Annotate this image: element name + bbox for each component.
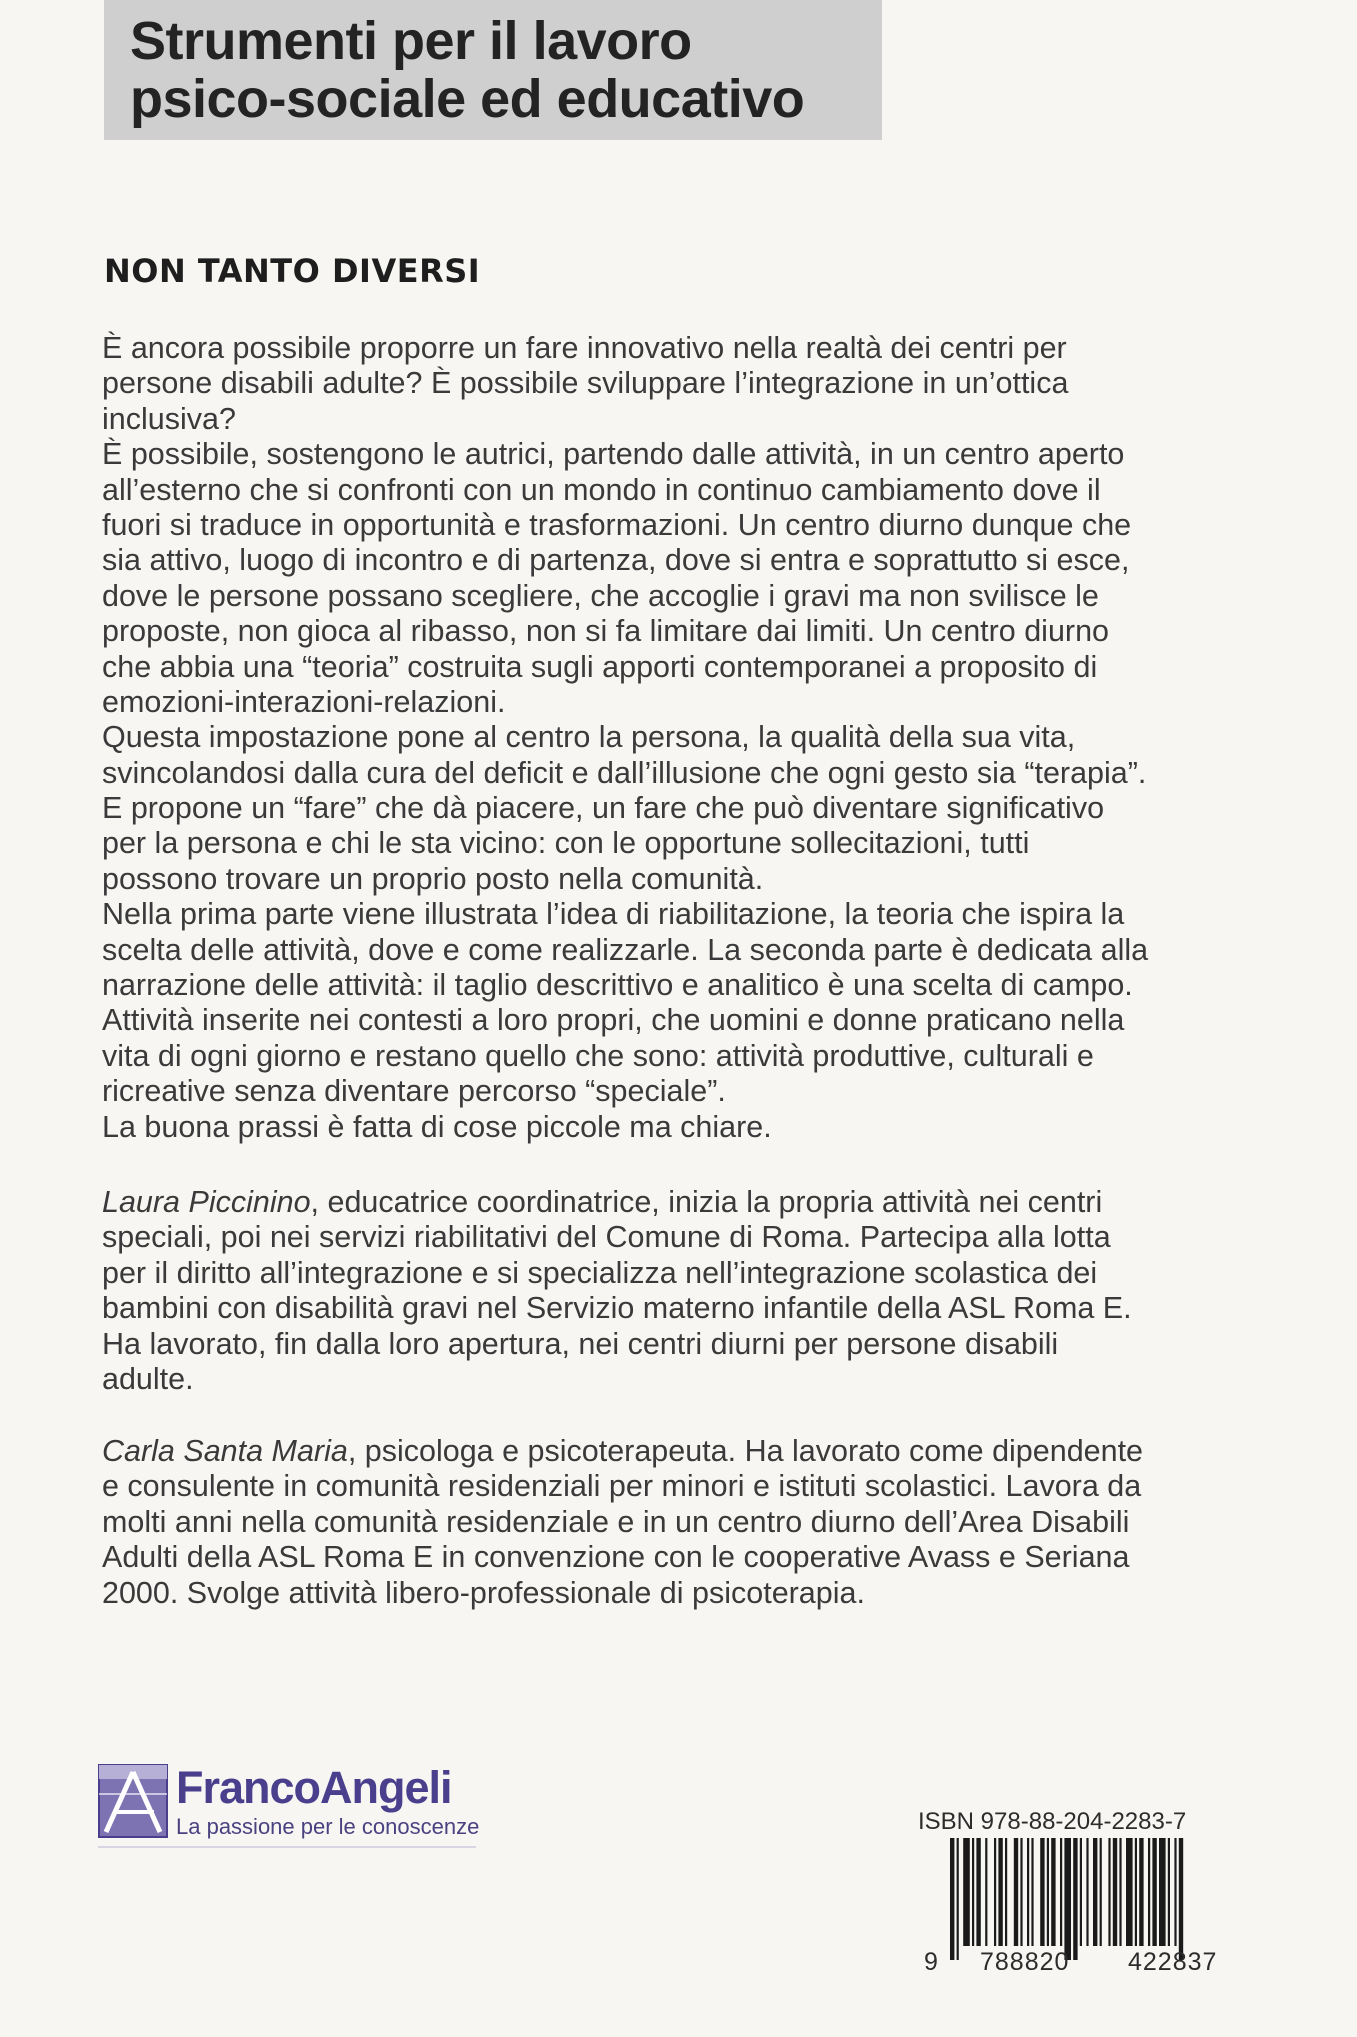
author-name-2: Carla Santa Maria bbox=[102, 1434, 348, 1468]
barcode-bar bbox=[972, 1838, 974, 1946]
barcode-bar bbox=[1179, 1838, 1183, 1960]
author-bio-1-line: per il diritto all’integrazione e si specializza nell’integrazione scolastica dei bbox=[102, 1255, 1098, 1290]
barcode-bar bbox=[1014, 1838, 1018, 1946]
barcode-bar bbox=[976, 1838, 980, 1946]
barcode-bar bbox=[998, 1838, 1002, 1946]
barcode-bar bbox=[963, 1838, 970, 1946]
author-bio-1-line: Ha lavorato, fin dalla loro apertura, nei centri diurni per persone disabili bbox=[102, 1326, 1059, 1361]
barcode-bar bbox=[1108, 1838, 1110, 1946]
author-bio-1-line: bambini con disabilità gravi nel Servizio materno infantile della ASL Roma E. bbox=[102, 1291, 1132, 1326]
blurb-line: che abbia una “teoria” costruita sugli apporti contemporanei a proposito di bbox=[102, 649, 1098, 684]
barcode-bar bbox=[1135, 1838, 1137, 1946]
blurb-line: vita di ogni giorno e restano quello che sono: attività produttive, culturali e bbox=[102, 1038, 1094, 1073]
blurb-line: proposte, non gioca al ribasso, non si fa limitare dai limiti. Un centro diurno bbox=[102, 614, 1110, 649]
blurb-line: svincolandosi dalla cura del deficit e dall’illusione che ogni gesto sia “terapia”. bbox=[102, 755, 1147, 790]
series-title-line-2: psico-sociale ed educativo bbox=[130, 69, 805, 129]
book-title: NON TANTO DIVERSI bbox=[104, 252, 481, 290]
barcode-bar bbox=[957, 1838, 959, 1960]
author-bio-2 bbox=[102, 1434, 1302, 1611]
author-bio-2-line: Adulti della ASL Roma E in convenzione con le cooperative Avass e Seriana bbox=[102, 1540, 1130, 1575]
blurb-line: possono trovare un proprio posto nella comunità. bbox=[102, 861, 764, 896]
barcode-digits-right: 422837 bbox=[1128, 1948, 1218, 1976]
barcode-bar bbox=[1168, 1838, 1170, 1946]
barcode-digits-left: 788820 bbox=[980, 1948, 1070, 1976]
blurb-line: inclusiva? bbox=[102, 401, 236, 436]
blurb-line: narrazione delle attività: il taglio descrittivo e analitico è una scelta di campo. bbox=[102, 968, 1133, 1003]
barcode-bar bbox=[1051, 1838, 1055, 1946]
barcode-bar bbox=[1100, 1838, 1102, 1946]
barcode-bar bbox=[950, 1838, 954, 1960]
series-title-line-1: Strumenti per il lavoro bbox=[130, 11, 692, 71]
barcode-bar bbox=[1086, 1838, 1088, 1946]
barcode-bar bbox=[1159, 1838, 1166, 1946]
author-bio-1-intro: , educatrice coordinatrice, inizia la propria attività nei centri bbox=[310, 1185, 1103, 1219]
author-bio-1-line: adulte. bbox=[102, 1361, 194, 1396]
author-bio-1-line: speciali, poi nei servizi riabilitativi del Comune di Roma. Partecipa alla lotta bbox=[102, 1220, 1111, 1255]
barcode-bar bbox=[1060, 1838, 1062, 1946]
blurb-line: emozioni-interazioni-relazioni. bbox=[102, 684, 506, 719]
barcode-bar bbox=[1148, 1838, 1150, 1946]
author-bio-1-first-line bbox=[102, 1185, 1302, 1220]
barcode-bar bbox=[1093, 1838, 1097, 1946]
barcode-bar bbox=[1027, 1838, 1029, 1946]
barcode-bar bbox=[1064, 1838, 1071, 1960]
barcode-bar bbox=[1152, 1838, 1156, 1946]
isbn-label: ISBN 978-88-204-2283-7 bbox=[918, 1808, 1187, 1835]
barcode-bar bbox=[1073, 1838, 1077, 1960]
blurb-line: per la persona e chi le sta vicino: con le opportune sollecitazioni, tutti bbox=[102, 826, 1030, 861]
barcode-bar bbox=[1139, 1838, 1143, 1946]
blurb-text bbox=[102, 331, 1302, 1145]
author-bio-2-line: 2000. Svolge attività libero-professionale di psicoterapia. bbox=[102, 1575, 865, 1610]
barcode-bar bbox=[1126, 1838, 1133, 1946]
author-name-1: Laura Piccinino bbox=[102, 1185, 311, 1219]
publisher-underline bbox=[98, 1846, 476, 1848]
blurb-line: scelta delle attività, dove e come realizzarle. La seconda parte è dedicata alla bbox=[102, 932, 1149, 967]
author-bio-1 bbox=[102, 1185, 1302, 1397]
barcode-bar bbox=[1174, 1838, 1176, 1946]
barcode-bar bbox=[1040, 1838, 1044, 1946]
blurb-line: La buona prassi è fatta di cose piccole ma chiare. bbox=[102, 1109, 772, 1144]
barcode-bar bbox=[994, 1838, 996, 1946]
author-bio-2-line: e consulente in comunità residenziali per minori e istituti scolastici. Lavora da bbox=[102, 1469, 1142, 1504]
barcode-bar bbox=[1113, 1838, 1117, 1946]
barcode-bar bbox=[1047, 1838, 1049, 1946]
blurb-line: Nella prima parte viene illustrata l’idea di riabilitazione, la teoria che ispira la bbox=[102, 897, 1125, 932]
series-banner bbox=[104, 0, 882, 140]
barcode-digit-first: 9 bbox=[924, 1948, 938, 1976]
blurb-line: Questa impostazione pone al centro la persona, la qualità della sua vita, bbox=[102, 720, 1076, 755]
blurb-line: dove le persone possano scegliere, che accoglie i gravi ma non svilisce le bbox=[102, 578, 1099, 613]
blurb-line: all’esterno che si confronti con un mondo in continuo cambiamento dove il bbox=[102, 472, 1101, 507]
author-bio-2-line: molti anni nella comunità residenziale e in un centro diurno dell’Area Disabili bbox=[102, 1504, 1130, 1539]
blurb-line: È possibile, sostengono le autrici, partendo dalle attività, in un centro aperto bbox=[102, 437, 1125, 472]
blurb-line: ricreative senza diventare percorso “speciale”. bbox=[102, 1074, 726, 1109]
author-bio-2-intro: , psicologa e psicoterapeuta. Ha lavorato come dipendente bbox=[347, 1434, 1144, 1468]
barcode-bar bbox=[985, 1838, 987, 1946]
publisher-tagline: La passione per le conoscenze bbox=[176, 1814, 480, 1839]
barcode-bar bbox=[1005, 1838, 1007, 1946]
author-bio-2-first-line bbox=[102, 1434, 1302, 1469]
blurb-line: E propone un “fare” che dà piacere, un fare che può diventare significativo bbox=[102, 791, 1105, 826]
barcode-bar bbox=[1020, 1838, 1022, 1946]
publisher-name: FrancoAngeli bbox=[176, 1762, 452, 1813]
publisher-logo bbox=[98, 1764, 478, 1844]
barcode-bar bbox=[1080, 1838, 1082, 1946]
blurb-line: Attività inserite nei contesti a loro propri, che uomini e donne praticano nella bbox=[102, 1003, 1125, 1038]
blurb-line: fuori si traduce in opportunità e trasformazioni. Un centro diurno dunque che bbox=[102, 507, 1132, 542]
publisher-emblem-icon bbox=[98, 1764, 168, 1838]
barcode-bar bbox=[1031, 1838, 1033, 1946]
blurb-line: sia attivo, luogo di incontro e di partenza, dove si entra e soprattutto si esce, bbox=[102, 543, 1130, 578]
blurb-line: persone disabili adulte? È possibile sviluppare l’integrazione in un’ottica bbox=[102, 366, 1069, 401]
blurb-line: È ancora possibile proporre un fare innovativo nella realtà dei centri per bbox=[102, 331, 1067, 365]
barcode-bar bbox=[1119, 1838, 1121, 1946]
